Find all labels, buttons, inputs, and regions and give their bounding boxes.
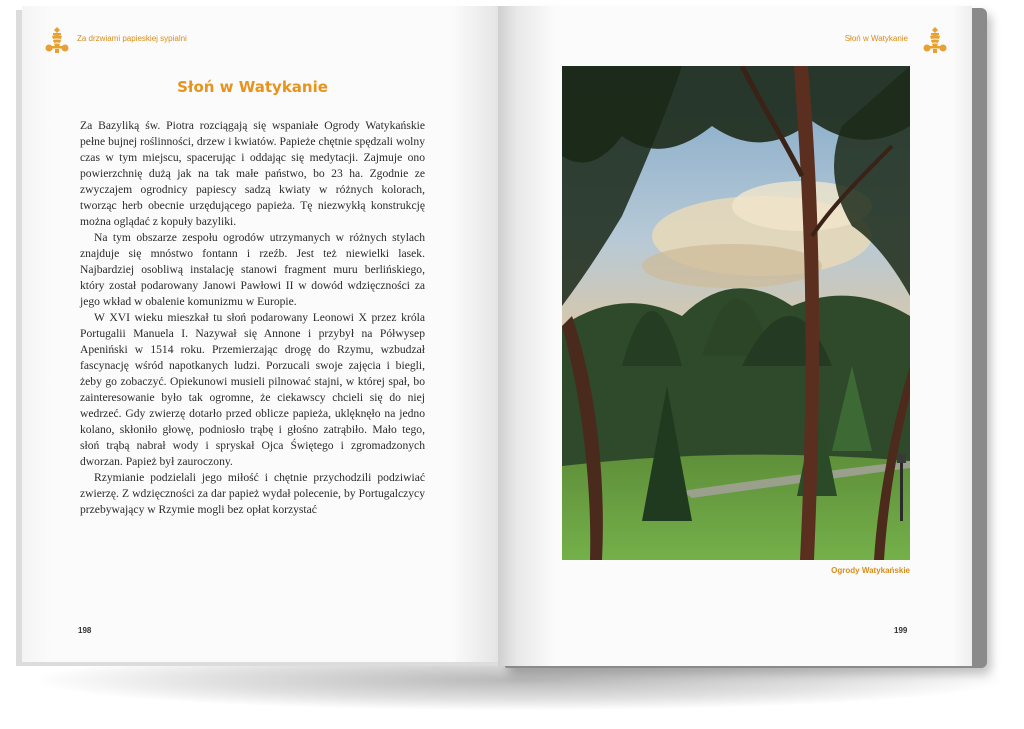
paragraph: W XVI wieku mieszkał tu słoń podarowany Leonowi X przez króla Portugalii Manuela I. Nazywał się Annone i przybył na Półwysep Apeniński w 1514 roku. Przemierzając drogę do Rzymu, wzbudzał fascynację wśród napotkanych ludzi. Porzucali swoje zajęcia i biegli, żeby go zobaczyć. Opiekunowi musieli pilnować stajni, w której spał, bo zainteresowanie było tak ogromne, że ciekawscy chcieli się do niej wedrzeć. Gdy zwierzę dotarło przed oblicze papieża, uklęknęło na jedno kolano, skłoniło głowę, podniosło trąbę i głośno zatrąbiło. Mało tego, słoń trąbą nabrał wody i spryskał Ojca Świętego i zgromadzonych dworzan. Papież był zauroczony. [80,311,425,468]
papal-emblem-icon [44,26,70,54]
page-number-right: 199 [894,626,908,635]
garden-photo [562,66,910,560]
body-text [80,118,425,518]
paragraph: Rzymianie podzielali jego miłość i chętnie przychodzili podziwiać zwierzę. Z wdzięczności za dar papież wydał polecenie, by Portugalczycy przebywający w Rzymie mogli bez opłat korzystać [80,471,425,516]
paragraph: Na tym obszarze zespołu ogrodów utrzymanych w różnych stylach znajduje się mnóstwo fontann i rzeźb. Jest też niewielki lasek. Najbardziej osobliwą instalację stanowi fragment muru berlińskiego, który został podarowany Janowi Pawłowi II w dowód wdzięczności za jego wkład w obalenie komunizmu w Europie. [80,231,425,308]
garden-photo-illustration [562,66,910,560]
running-head-left: Za drzwiami papieskiej sypialni [77,34,187,43]
paragraph: Za Bazyliką św. Piotra rozciągają się wspaniałe Ogrody Watykańskie pełne bujnej roślinności, drzew i kwiatów. Papieże chętnie spędzali wolny czas w tym miejscu, spacerując i oddając się medytacji. Zajmuje ono powierzchnię dużą jak na tak małe państwo, bo 23 ha. Zgodnie ze zwyczajem ogrodnicy papiescy sadzą kwiaty w różnych kolorach, tworząc herb obecnie urzędującego papieża. Tę niezwykłą konstrukcję można oglądać z kopuły bazyliki. [80,119,425,228]
photo-caption: Ogrody Watykańskie [831,566,910,575]
running-head-right: Słoń w Watykanie [844,34,908,43]
papal-emblem-icon [922,26,948,54]
page-number-left: 198 [78,626,92,635]
chapter-title: Słoń w Watykanie [177,78,328,96]
